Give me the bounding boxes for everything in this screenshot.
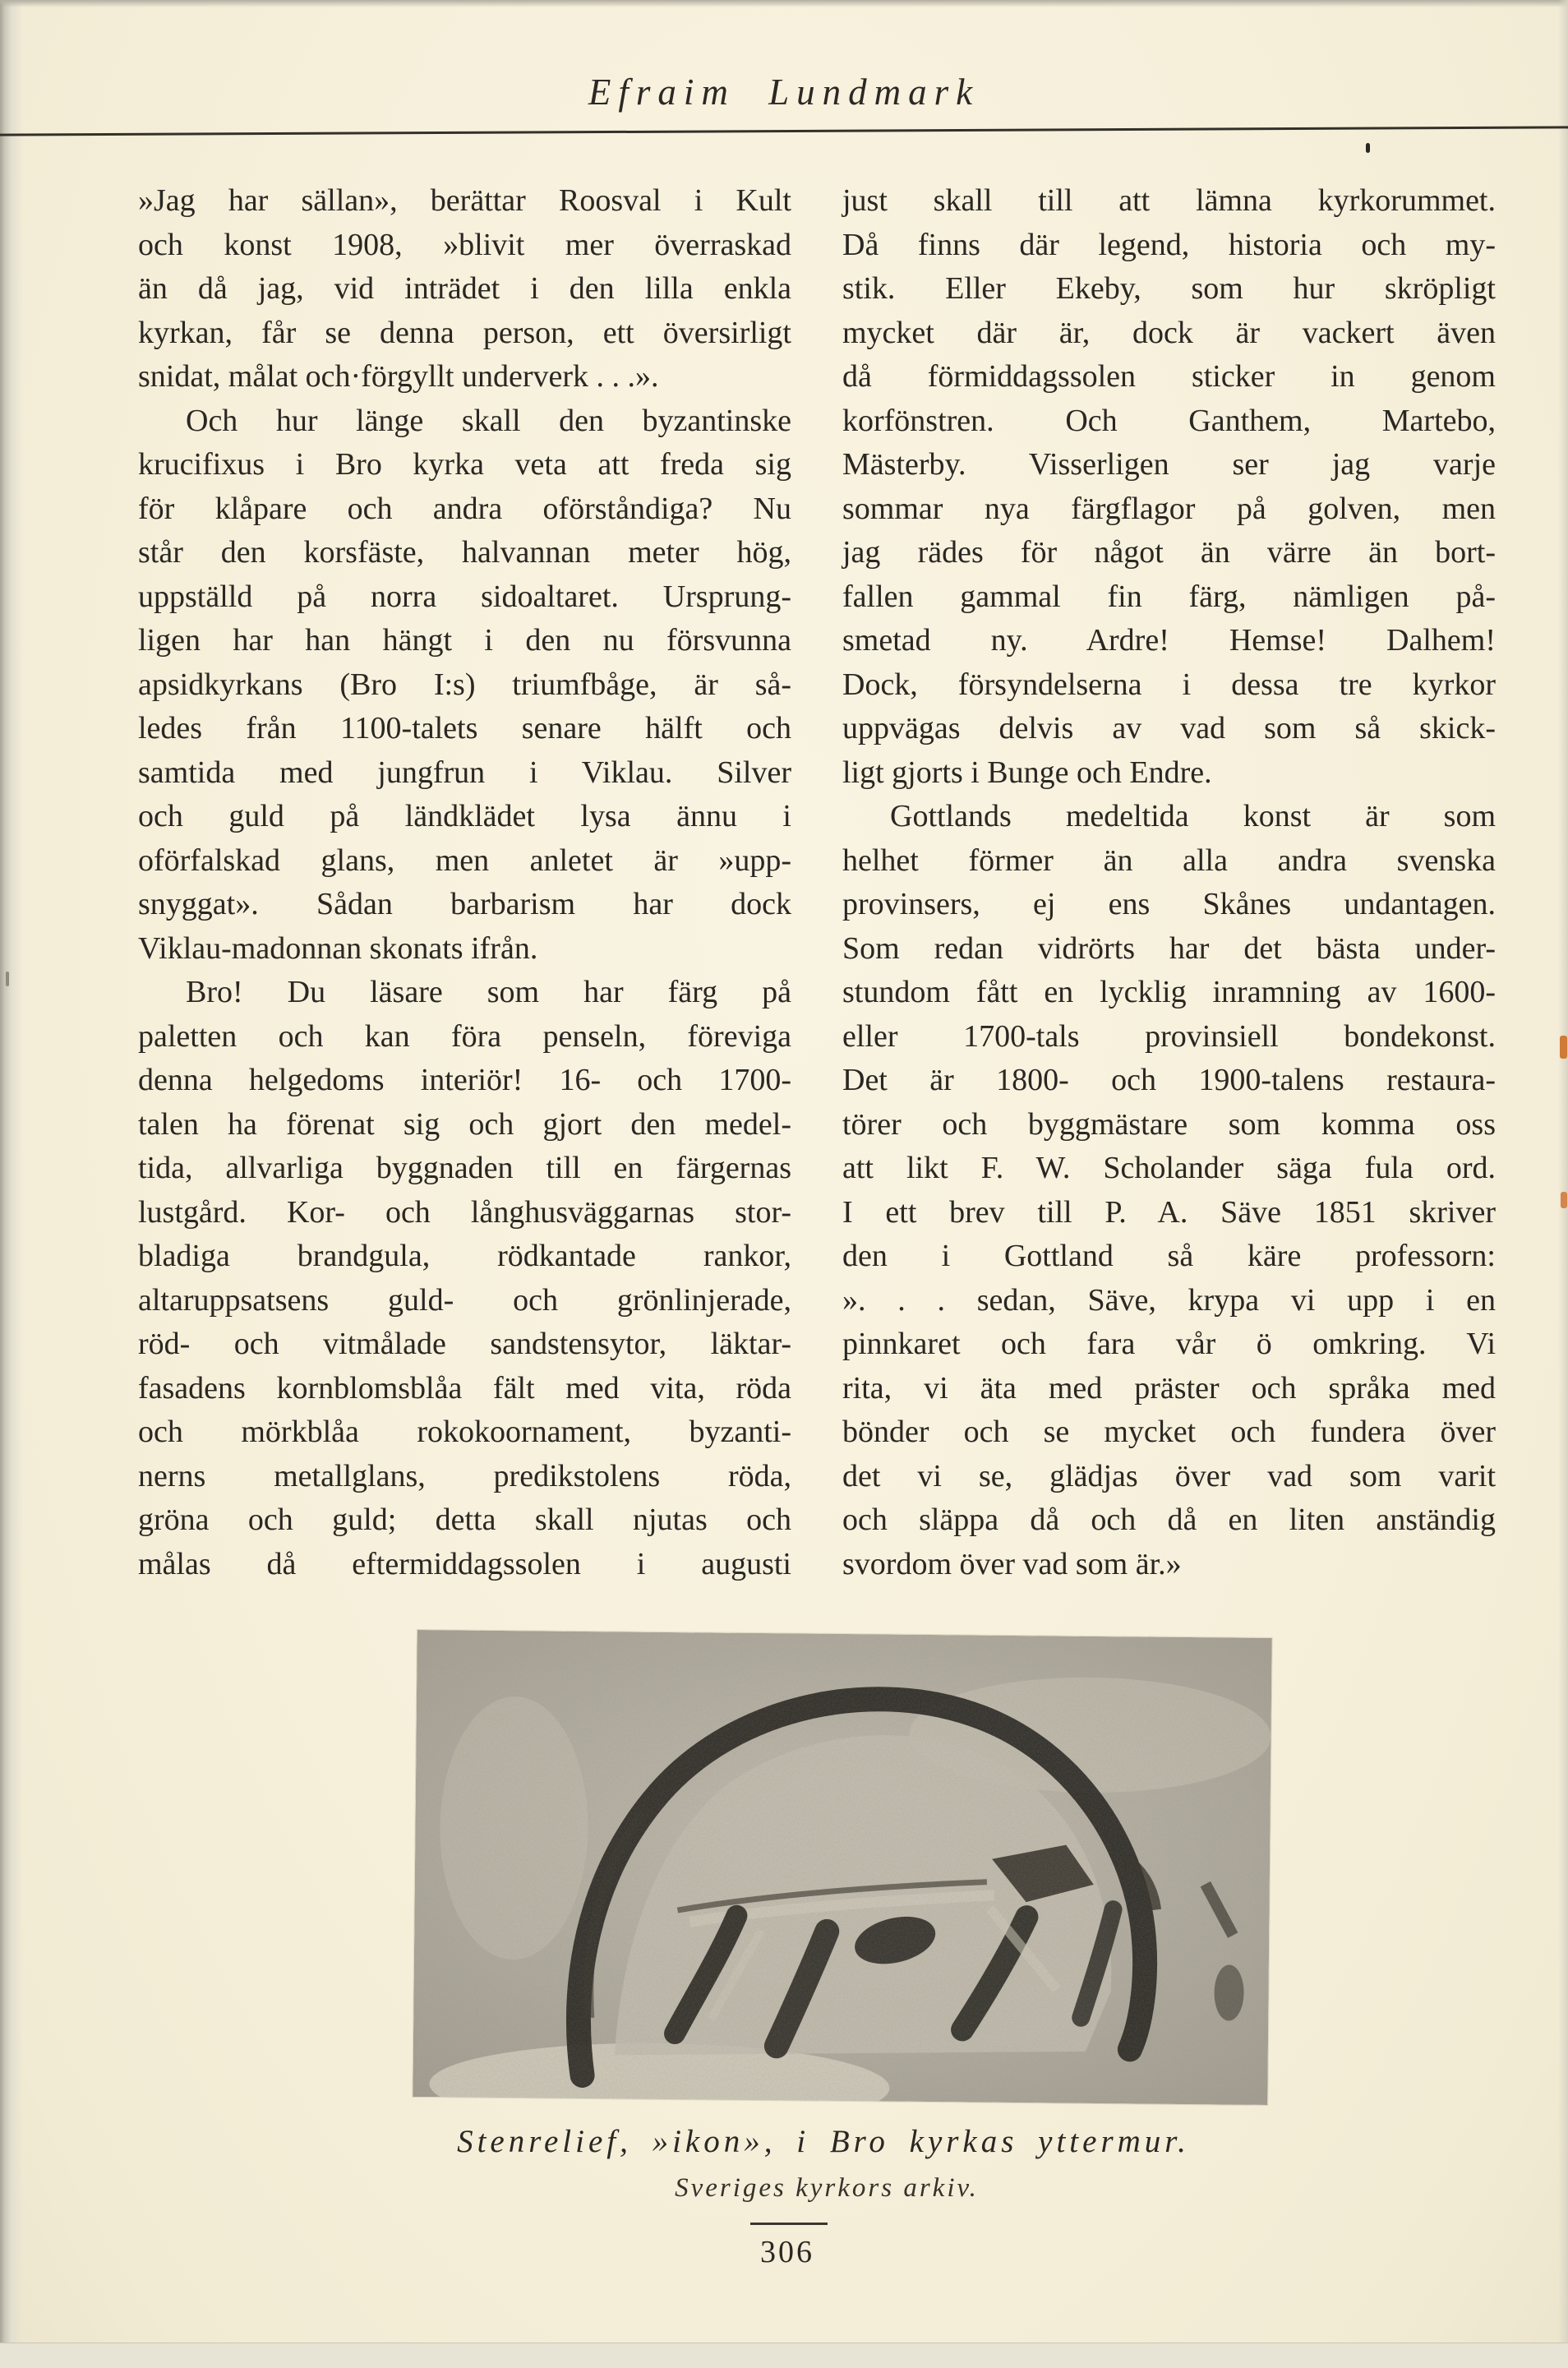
text-line: gröna och guld; detta skall njutas och: [138, 1503, 791, 1537]
text-line: apsidkyrkans (Bro I:s) triumfbåge, är så-: [138, 667, 791, 702]
text-line: korfönstren. Och Ganthem, Martebo,: [842, 403, 1496, 438]
text-line: paletten och kan föra penseln, föreviga: [138, 1018, 791, 1054]
text-line: uppställd på norra sidoaltaret. Ursprung-: [138, 579, 791, 614]
text-line: Mästerby. Visserligen ser jag varje: [842, 447, 1496, 482]
text-line: stundom fått en lycklig inramning av 1600-: [842, 975, 1496, 1009]
text-line: rita, vi äta med präster och språka med: [842, 1370, 1496, 1406]
text-line: tida, allvarliga byggnaden till en färgernas: [138, 1151, 791, 1185]
stone-relief-illustration: [413, 1630, 1271, 2105]
text-line: denna helgedoms interiör! 16- och 1700-: [138, 1063, 791, 1097]
text-line: stik. Eller Ekeby, som hur skröpligt: [842, 271, 1496, 306]
text-line: att likt F. W. Scholander säga fula ord.: [842, 1151, 1496, 1185]
figure-caption: Stenrelief, »ikon», i Bro kyrkas yttermur.: [457, 2124, 1190, 2159]
text-line: mycket där är, dock är vackert även: [842, 315, 1496, 350]
text-line: bönder och se mycket och fundera över: [842, 1415, 1496, 1449]
text-line: och mörkblåa rokokoornament, byzanti-: [138, 1415, 791, 1449]
text-line: Då finns där legend, historia och my-: [842, 227, 1496, 262]
text-line: än då jag, vid inträdet i den lilla enkla: [138, 271, 791, 306]
text-line: helhet förmer än alla andra svenska: [842, 842, 1496, 878]
scan-speck: [1561, 1192, 1567, 1208]
text-line: kyrkan, får se denna person, ett översirligt: [138, 315, 791, 350]
scan-speck: [6, 972, 9, 986]
text-line: för klåpare och andra oförståndiga? Nu: [138, 491, 791, 526]
text-line: oförfalskad glans, men anletet är »upp-: [138, 842, 791, 878]
text-line: röd- och vitmålade sandstensytor, läktar-: [138, 1327, 791, 1361]
text-line: Som redan vidrörts har det bästa under-: [842, 930, 1496, 966]
text-line: och konst 1908, »blivit mer överraskad: [138, 227, 791, 262]
text-line: I ett brev till P. A. Säve 1851 skriver: [842, 1194, 1496, 1230]
text-line: talen ha förenat sig och gjort den medel-: [138, 1106, 791, 1142]
stone-relief-photo: [413, 1630, 1271, 2105]
text-line: Dock, försyndelserna i dessa tre kyrkor: [842, 667, 1496, 702]
text-line: nerns metallglans, predikstolens röda,: [138, 1458, 791, 1493]
figure-credit: Sveriges kyrkors arkiv.: [675, 2173, 979, 2203]
text-line: står den korsfäste, halvannan meter hög,: [138, 535, 791, 570]
scan-edge-top: [0, 0, 1568, 7]
left-column: [138, 179, 791, 1586]
text-line: ligt gjorts i Bunge och Endre.: [842, 755, 1212, 790]
text-line: fallen gammal fin färg, nämligen på-: [842, 579, 1496, 614]
text-line: Gottlands medeltida konst är som: [890, 799, 1496, 833]
text-line: pinnkaret och fara vår ö omkring. Vi: [842, 1327, 1496, 1361]
right-column: [842, 179, 1496, 1586]
text-line: bladiga brandgula, rödkantade rankor,: [138, 1239, 791, 1273]
text-line: och guld på ländklädet lysa ännu i: [138, 799, 791, 833]
text-line: sommar nya färgflagor på golven, men: [842, 491, 1496, 526]
text-line: Bro! Du läsare som har färg på: [186, 975, 791, 1009]
page-number-rule: [750, 2223, 828, 2225]
header-rule: [0, 126, 1568, 136]
text-line: samtida med jungfrun i Viklau. Silver: [138, 755, 791, 790]
text-line: eller 1700-tals provinsiell bondekonst.: [842, 1018, 1496, 1054]
running-header-author: Efraim Lundmark: [588, 72, 980, 113]
text-line: fasadens kornblomsblåa fält med vita, röda: [138, 1370, 791, 1406]
text-line: det vi se, glädjas över vad som varit: [842, 1458, 1496, 1493]
text-line: ligen har han hängt i den nu försvunna: [138, 623, 791, 658]
print-speck: [1366, 143, 1370, 153]
text-line: lustgård. Kor- och långhusväggarnas stor-: [138, 1194, 791, 1230]
text-line: altaruppsatsens guld- och grönlinjerade,: [138, 1282, 791, 1318]
text-line: den i Gottland så käre professorn:: [842, 1239, 1496, 1273]
text-line: snyggat». Sådan barbarism har dock: [138, 887, 791, 921]
text-line: svordom över vad som är.»: [842, 1546, 1182, 1581]
scan-edge-left: [0, 0, 23, 2368]
scan-speck: [1560, 1036, 1567, 1059]
text-line: jag rädes för något än värre än bort-: [842, 535, 1496, 570]
text-line: och släppa då och då en liten anständig: [842, 1503, 1496, 1537]
text-line: ». . . sedan, Säve, krypa vi upp i en: [842, 1282, 1496, 1318]
two-column-text: [138, 179, 1496, 1586]
scan-edge-right: [1558, 0, 1568, 2368]
text-line: uppvägas delvis av vad som så skick-: [842, 711, 1496, 745]
text-line: ledes från 1100-talets senare hälft och: [138, 711, 791, 745]
text-line: då förmiddagssolen sticker in genom: [842, 359, 1496, 394]
text-line: »Jag har sällan», berättar Roosval i Kult: [138, 183, 791, 218]
text-line: just skall till att lämna kyrkorummet.: [842, 183, 1496, 218]
text-line: Det är 1800- och 1900-talens restaura-: [842, 1063, 1496, 1097]
text-line: Och hur länge skall den byzantinske: [186, 403, 791, 438]
text-line: törer och byggmästare som komma oss: [842, 1106, 1496, 1142]
text-line: smetad ny. Ardre! Hemse! Dalhem!: [842, 623, 1496, 658]
text-line: målas då eftermiddagssolen i augusti: [138, 1546, 791, 1581]
text-line: Viklau-madonnan skonats ifrån.: [138, 930, 538, 966]
text-line: krucifixus i Bro kyrka veta att freda sig: [138, 447, 791, 482]
text-line: provinsers, ej ens Skånes undantagen.: [842, 887, 1496, 921]
page-number: 306: [760, 2235, 814, 2269]
scan-edge-bottom: [0, 2343, 1568, 2368]
text-line: snidat, målat och·förgyllt underverk . . .».: [138, 359, 659, 394]
